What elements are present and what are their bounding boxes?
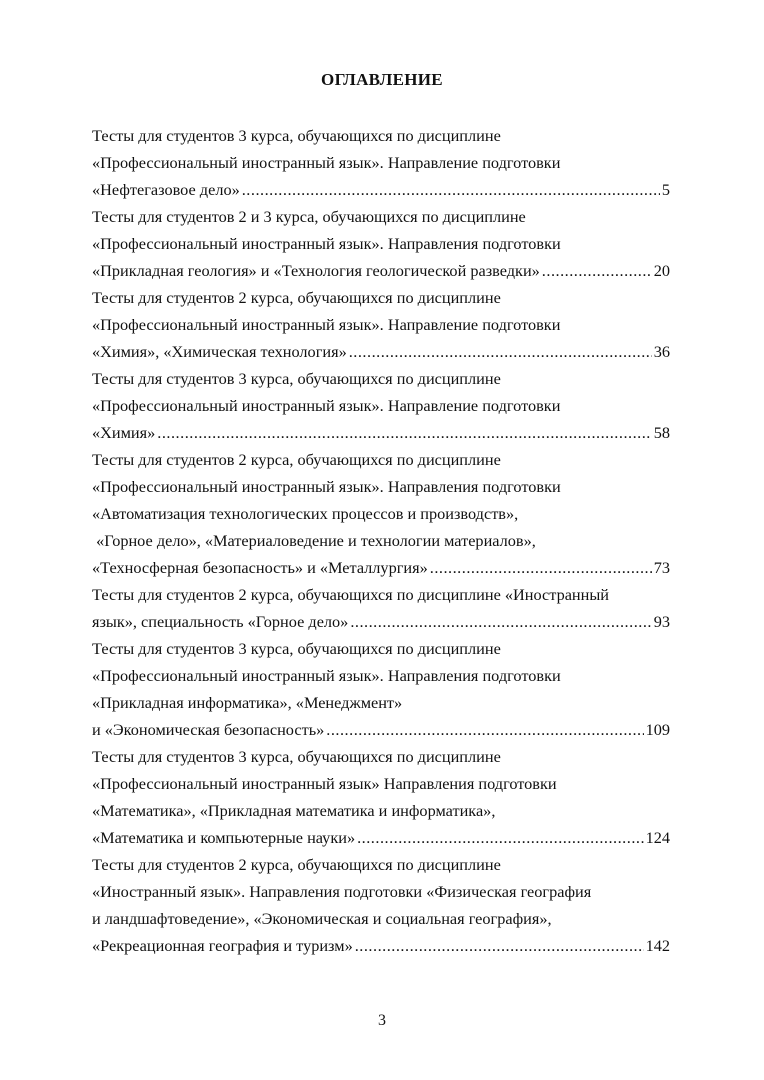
toc-page-number: 5: [661, 180, 670, 199]
toc-entry-line: «Профессиональный иностранный язык». Направление подготовки: [92, 153, 561, 172]
toc-entry-last-line: [92, 257, 670, 284]
toc-entry-last-line: [92, 932, 670, 959]
toc-leader-dots: [242, 176, 660, 203]
toc-page-number: 109: [645, 720, 670, 739]
toc-entry-line: «Прикладная информатика», «Менеджмент»: [92, 693, 403, 712]
toc-entry-line: «Горное дело», «Материаловедение и технологии материалов»,: [92, 531, 536, 550]
toc-entry-line: «Автоматизация технологических процессов и производств»,: [92, 504, 519, 523]
toc-entry-line: Тесты для студентов 3 курса, обучающихся по дисциплине: [92, 747, 501, 766]
toc-page-number: 73: [653, 558, 670, 577]
toc-entry[interactable]: [92, 365, 670, 446]
toc-entry-line: и ландшафтоведение», «Экономическая и социальная география»,: [92, 909, 552, 928]
toc-entry-line: Тесты для студентов 2 курса, обучающихся по дисциплине «Иностранный: [92, 585, 610, 604]
toc-entry-text: «Рекреационная география и туризм»: [92, 936, 353, 955]
toc-entry-line: Тесты для студентов 3 курса, обучающихся по дисциплине: [92, 639, 501, 658]
toc-page-number: 20: [653, 261, 670, 280]
toc-entry-text: «Химия», «Химическая технология»: [92, 342, 347, 361]
toc-entry-text: «Нефтегазовое дело»: [92, 180, 240, 199]
table-of-contents: [92, 122, 670, 959]
toc-entry-last-line: [92, 338, 670, 365]
toc-entry-last-line: [92, 419, 670, 446]
toc-page-number: 124: [645, 828, 670, 847]
toc-entry-text: и «Экономическая безопасность»: [92, 720, 325, 739]
toc-entry-line: «Профессиональный иностранный язык» Направления подготовки: [92, 774, 557, 793]
toc-entry[interactable]: [92, 635, 670, 743]
toc-entry-line: «Профессиональный иностранный язык». Направления подготовки: [92, 234, 561, 253]
toc-page-number: 142: [645, 936, 670, 955]
toc-entry-line: Тесты для студентов 2 и 3 курса, обучающихся по дисциплине: [92, 207, 526, 226]
toc-leader-dots: [326, 716, 643, 743]
toc-entry-line: Тесты для студентов 2 курса, обучающихся по дисциплине: [92, 288, 501, 307]
toc-entry-last-line: [92, 554, 670, 581]
toc-page-number: 93: [653, 612, 670, 631]
toc-entry-text: язык», специальность «Горное дело»: [92, 612, 349, 631]
toc-leader-dots: [357, 824, 643, 851]
toc-entry-text: «Техносферная безопасность» и «Металлургия»: [92, 558, 428, 577]
toc-entry-last-line: [92, 716, 670, 743]
toc-entry-line: «Профессиональный иностранный язык». Направление подготовки: [92, 315, 561, 334]
toc-entry-line: Тесты для студентов 3 курса, обучающихся по дисциплине: [92, 369, 501, 388]
toc-entry-last-line: [92, 824, 670, 851]
toc-entry-line: «Математика», «Прикладная математика и информатика»,: [92, 801, 496, 820]
toc-entry[interactable]: [92, 203, 670, 284]
toc-entry-last-line: [92, 176, 670, 203]
toc-page-number: 58: [653, 423, 670, 442]
toc-entry-last-line: [92, 608, 670, 635]
toc-entry-line: «Профессиональный иностранный язык». Направления подготовки: [92, 666, 561, 685]
toc-entry[interactable]: [92, 581, 670, 635]
toc-entry-line: Тесты для студентов 2 курса, обучающихся по дисциплине: [92, 855, 501, 874]
toc-entry-line: «Иностранный язык». Направления подготовки «Физическая география: [92, 882, 592, 901]
toc-entry-text: «Химия»: [92, 423, 156, 442]
toc-entry-line: Тесты для студентов 2 курса, обучающихся по дисциплине: [92, 450, 501, 469]
toc-entry-line: «Профессиональный иностранный язык». Направление подготовки: [92, 396, 561, 415]
toc-entry-text: «Математика и компьютерные науки»: [92, 828, 356, 847]
toc-entry-line: Тесты для студентов 3 курса, обучающихся по дисциплине: [92, 126, 501, 145]
toc-entry-line: «Профессиональный иностранный язык». Направления подготовки: [92, 477, 561, 496]
toc-entry[interactable]: [92, 122, 670, 203]
toc-leader-dots: [430, 554, 652, 581]
toc-leader-dots: [542, 257, 652, 284]
toc-title: ОГЛАВЛЕНИЕ: [321, 70, 443, 89]
page-number: 3: [378, 1012, 386, 1029]
toc-entry[interactable]: [92, 446, 670, 581]
toc-entry[interactable]: [92, 851, 670, 959]
toc-leader-dots: [157, 419, 651, 446]
toc-leader-dots: [350, 608, 651, 635]
toc-leader-dots: [349, 338, 652, 365]
toc-entry-text: «Прикладная геология» и «Технология геологической разведки»: [92, 261, 540, 280]
toc-leader-dots: [355, 932, 644, 959]
toc-entry[interactable]: [92, 743, 670, 851]
toc-page-number: 36: [653, 342, 670, 361]
toc-entry[interactable]: [92, 284, 670, 365]
